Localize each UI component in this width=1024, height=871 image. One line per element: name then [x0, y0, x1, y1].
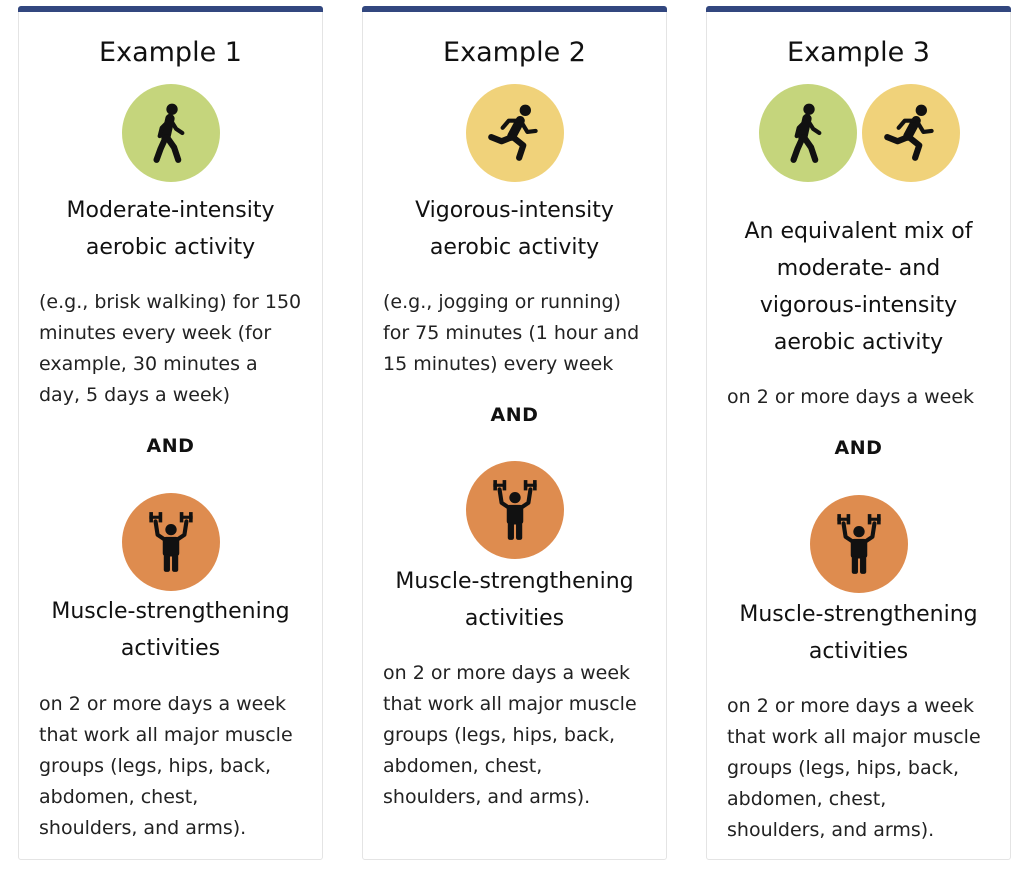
card-title: Example 1 [99, 37, 242, 68]
strength-heading: Muscle-strengthening activities [395, 569, 634, 631]
aerobic-description: (e.g., jogging or running) for 75 minutes (1 hour and 15 minutes) every week [383, 291, 640, 375]
and-label: AND [146, 435, 195, 457]
example-card-3 [706, 6, 1011, 860]
running-icon [862, 84, 960, 182]
card-title: Example 2 [443, 37, 586, 68]
walking-icon [759, 84, 857, 182]
aerobic-heading: Moderate-intensity aerobic activity [66, 198, 275, 260]
card-title: Example 3 [787, 37, 930, 68]
card-top-accent-bar [18, 6, 323, 12]
weightlifting-icon [466, 461, 564, 559]
card-top-accent-bar [362, 6, 667, 12]
aerobic-heading: An equivalent mix of moderate- and vigorous-intensity aerobic activity [744, 219, 973, 355]
example-card-2 [362, 6, 667, 860]
aerobic-description: (e.g., brisk walking) for 150 minutes every week (for example, 30 minutes a day, 5 days a week) [39, 291, 302, 406]
and-label: AND [834, 437, 883, 459]
strength-description: on 2 or more days a week that work all major muscle groups (legs, hips, back, abdomen, chest, shoulders, and arms). [383, 662, 637, 808]
example-card-1 [18, 6, 323, 860]
weightlifting-icon [810, 495, 908, 593]
and-label: AND [490, 404, 539, 426]
walking-icon [122, 84, 220, 182]
strength-heading: Muscle-strengthening activities [51, 599, 290, 661]
aerobic-description: on 2 or more days a week [727, 386, 975, 408]
card-top-accent-bar [706, 6, 1011, 12]
running-icon [466, 84, 564, 182]
strength-heading: Muscle-strengthening activities [739, 602, 978, 664]
strength-description: on 2 or more days a week that work all major muscle groups (legs, hips, back, abdomen, chest, shoulders, and arms). [39, 693, 293, 839]
aerobic-heading: Vigorous-intensity aerobic activity [415, 198, 614, 260]
weightlifting-icon [122, 493, 220, 591]
strength-description: on 2 or more days a week that work all major muscle groups (legs, hips, back, abdomen, chest, shoulders, and arms). [727, 695, 981, 841]
